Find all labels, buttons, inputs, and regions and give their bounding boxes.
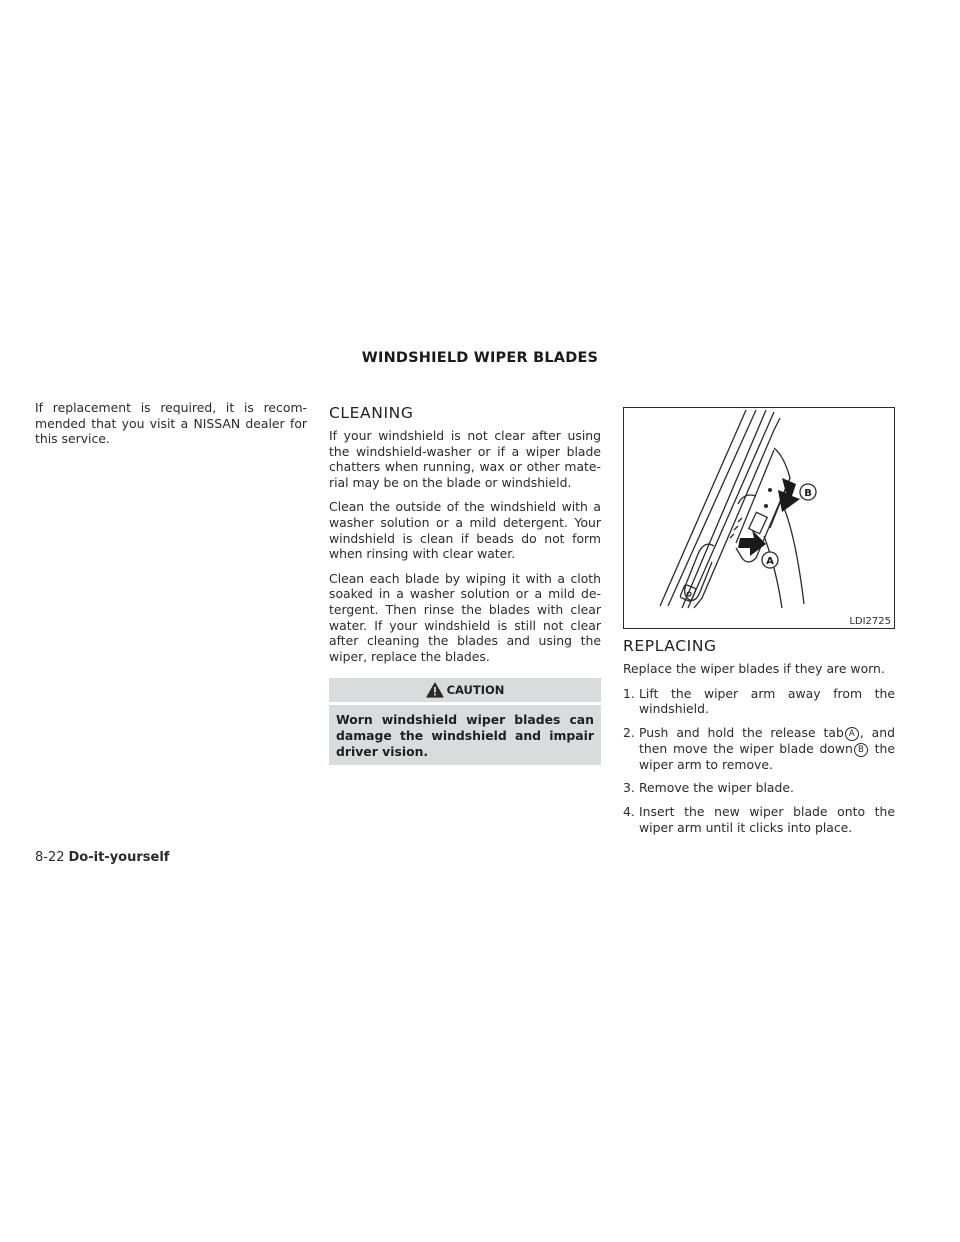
caution-header [329,678,601,705]
list-item [623,780,895,796]
step-text: Lift the wiper arm away from the windshield. [639,685,895,717]
replacing-steps-list [623,686,895,836]
step-number: 4. [623,803,635,819]
ref-a-badge: A [845,727,859,741]
wiper-blade-illustration [623,407,895,629]
column-left [35,400,307,456]
wiper-arm-drawing [624,408,894,628]
replacing-heading: REPLACING [623,637,717,655]
page-number: 8-22 [35,850,65,865]
label-b: B [804,488,812,499]
list-item [623,725,895,773]
step-number: 1. [623,685,635,701]
dealer-recommendation-paragraph: If replacement is required, it is recom-mended that you visit a NISSAN dealer for this service. [35,400,307,447]
cleaning-paragraph: Clean the outside of the windshield with a washer solution or a mild detergent. Your windshield is clean if beads do not form when rinsing with clear water. [329,499,601,562]
step-text: Insert the new wiper blade onto the wiper arm until it clicks into place. [639,803,895,835]
page-footer [35,850,169,865]
caution-box [329,678,601,765]
caution-text: Worn windshield wiper blades can damage the windshield and impair driver vision. [336,712,594,759]
footer-section-name: Do-it-yourself [68,850,170,865]
section-title: WINDSHIELD WIPER BLADES [361,350,599,366]
ref-b-badge: B [854,743,868,757]
replacing-intro: Replace the wiper blades if they are worn. [623,661,885,676]
column-right [623,400,895,843]
step-text-pre: Push and hold the release tab [639,724,844,740]
cleaning-paragraph: Clean each blade by wiping it with a cloth soaked in a washer solution or a mild de-tergent. Then rinse the blades with clear water. If your windshield is still not clear after cleaning the blades and using the wiper, replace the blades. [329,570,601,664]
arrow-a-icon [738,530,778,568]
list-item [623,686,895,717]
label-a: A [766,556,774,567]
caution-title: CAUTION [446,683,505,698]
cleaning-heading: CLEANING [329,404,414,422]
step-text: Remove the wiper blade. [639,780,794,796]
step-text-mid: , and then move the wiper blade down [639,724,895,756]
step-text-post: the wiper arm to remove. [639,740,895,772]
cleaning-paragraph: If your windshield is not clear after using the windshield-washer or if a wiper blade chatters when running, wax or other mate-rial may be on the blade or windshield. [329,428,601,490]
figure-id: LDI2725 [849,616,891,627]
step-number: 3. [623,780,635,796]
warning-triangle-icon [426,682,444,698]
column-middle [329,400,601,765]
list-item [623,804,895,835]
arrow-b-icon [778,478,816,512]
step-number: 2. [623,724,635,740]
